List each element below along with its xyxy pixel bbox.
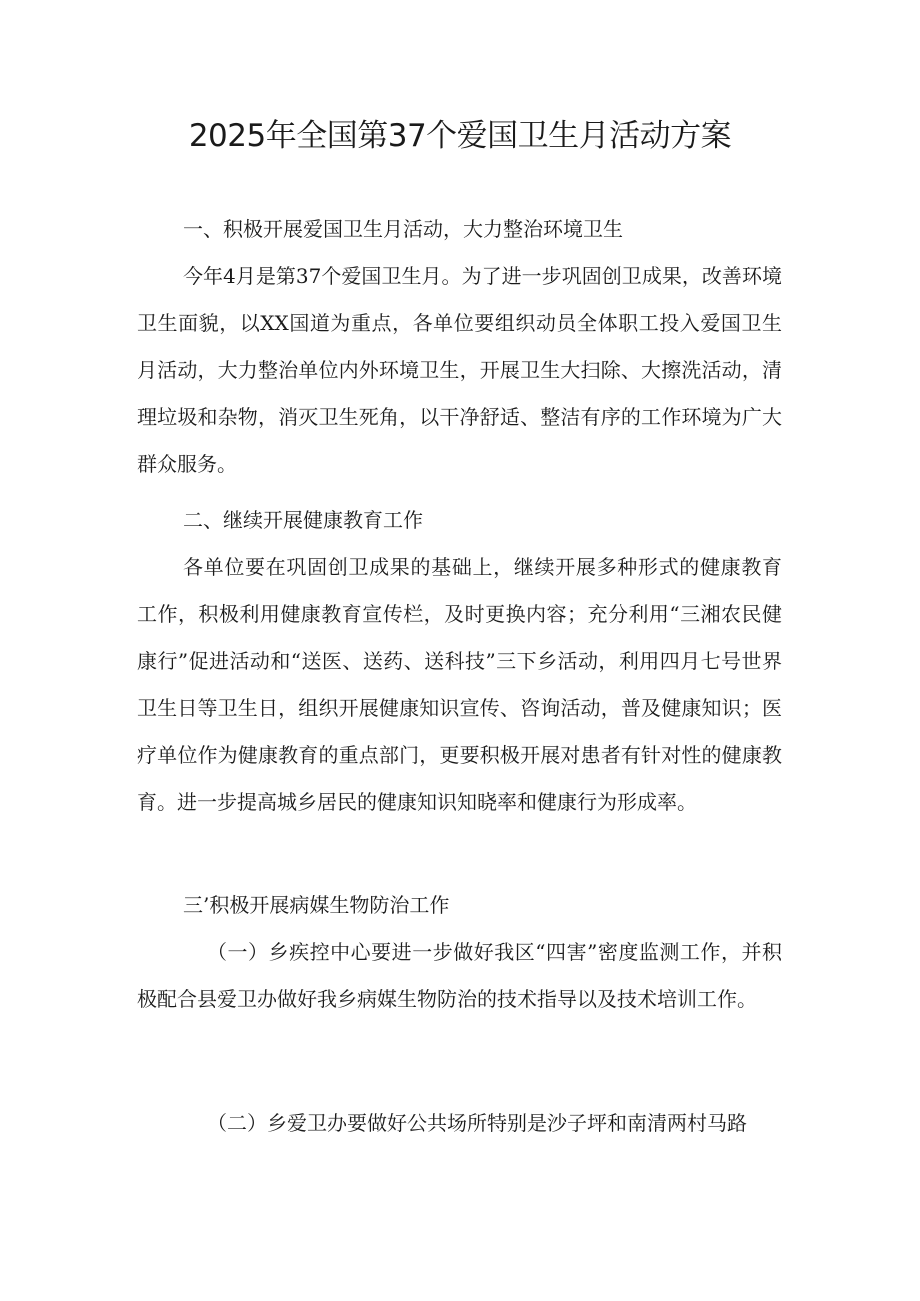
section-3-item-1: （一）乡疾控中心要进一步做好我区“四害”密度监测工作，并积极配合县爱卫办做好我乡病媒生物防治的技术指导以及技术培训工作。 — [137, 940, 782, 1011]
section-3-item-2: （二）乡爱卫办要做好公共场所特别是沙子坪和南清两村马路 — [207, 1111, 747, 1135]
section-2-heading: 二、继续开展健康教育工作 — [183, 508, 423, 532]
section-2-paragraph: 各单位要在巩固创卫成果的基础上，继续开展多种形式的健康教育工作，积极利用健康教育宣传栏，及时更换内容；充分利用“三湘农民健康行”促进活动和“送医、送药、送科技”三下乡活动，利用四月七号世界卫生日等卫生日，组织开展健康知识宣传、咨询活动，普及健康知识；医疗单位作为健康教育的重点部门，更要积极开展对患者有针对性的健康教育。进一步提高城乡居民的健康知识知晓率和健康行为形成率。 — [137, 555, 782, 814]
section-1-heading: 一、积极开展爱国卫生月活动，大力整治环境卫生 — [183, 217, 623, 241]
section-1-paragraph: 今年4月是第37个爱国卫生月。为了进一步巩固创卫成果，改善环境卫生面貌，以XX国道为重点，各单位要组织动员全体职工投入爱国卫生月活动，大力整治单位内外环境卫生，开展卫生大扫除、大擦洗活动，清理垃圾和杂物，消灭卫生死角，以干净舒适、整洁有序的工作环境为广大群众服务。 — [137, 264, 782, 476]
section-3-heading: 三’积极开展病媒生物防治工作 — [183, 893, 450, 917]
document-title: 2025年全国第37个爱国卫生月活动方案 — [188, 118, 732, 154]
